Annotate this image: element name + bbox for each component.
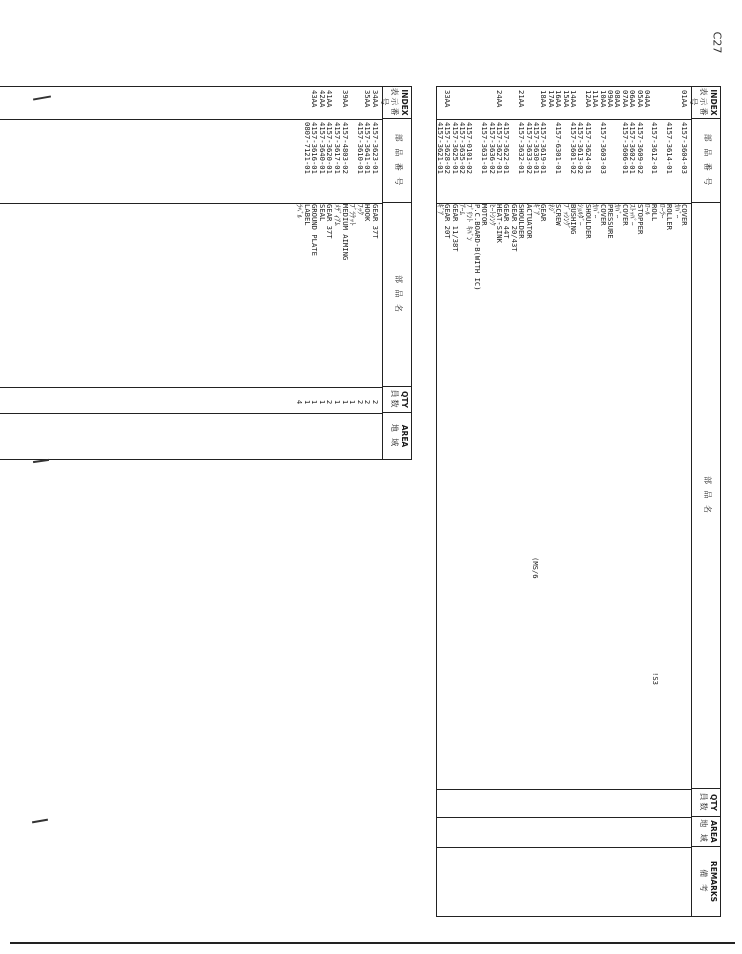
row-part-name: COVER — [598, 204, 608, 226]
bottom-rule — [10, 942, 735, 944]
row-part-name: PRESSURE — [606, 204, 615, 239]
row-part-name: ﾌﾞﾗｹｯﾄ — [348, 204, 358, 226]
row-part-name: ROLL — [650, 204, 660, 222]
row-part-name: P.C.BOARD-B(WITH IC) — [472, 204, 482, 291]
row-part-number: 4157-3625-01 — [450, 122, 460, 174]
row-part-number: 4157-3619-01 — [539, 122, 549, 174]
row-part-number: 4157-3616-01 — [310, 122, 320, 174]
row-part-number: 4157-3617-01 — [333, 122, 342, 174]
annotation-code-2: !S3 — [651, 672, 660, 685]
row-part-number: 4157-3623-01 — [371, 122, 380, 174]
row-part-number: 4157-3604-03 — [680, 122, 689, 174]
row-part-number: 4157-3601-02 — [569, 122, 578, 174]
row-index: 16AA — [554, 90, 564, 108]
row-part-number: 4157-3630-01 — [532, 122, 541, 174]
header-part-name-jp: 部 品 名 — [394, 274, 403, 315]
row-quantity: 1 — [333, 399, 342, 405]
row-quantity: 1 — [348, 399, 358, 405]
row-part-name: GROUND PLATE — [310, 204, 320, 256]
table-header — [382, 87, 411, 459]
row-part-number: 0807-7121-01 — [302, 122, 312, 174]
row-part-number: 4157-3640-01 — [317, 122, 327, 174]
row-part-name: ｷﾞｱ — [532, 204, 541, 215]
row-index: 21AA — [517, 90, 527, 108]
row-part-number: 4157-3613-02 — [576, 122, 586, 174]
row-part-name: BUSHING — [569, 204, 578, 235]
row-part-name: GEAR 37T — [371, 204, 380, 239]
row-index: 24AA — [495, 90, 504, 108]
row-part-name: HOOK — [363, 204, 373, 222]
row-quantity: 2 — [355, 399, 365, 405]
row-part-name: ｱｰﾑ — [458, 204, 467, 215]
header-remarks-jp: 備 考 — [699, 869, 708, 894]
row-quantity: 1 — [340, 399, 350, 405]
table-row — [435, 87, 445, 916]
row-part-name: ACTUATOR — [524, 204, 534, 239]
row-part-number: 4157-3631-01 — [480, 122, 490, 174]
row-part-number: 4157-3603-03 — [598, 122, 608, 174]
row-part-name: MOTOR — [480, 204, 490, 226]
row-quantity: 2 — [371, 399, 380, 405]
parts-table-right — [0, 86, 412, 460]
row-part-name: STOPPER — [635, 204, 645, 235]
row-part-name: ﾛｰﾗｰ — [657, 204, 667, 219]
row-part-name: ﾌｯｸ — [355, 204, 365, 215]
row-part-name: GEAR 37T — [325, 204, 335, 239]
row-part-number: 4157-3602-01 — [628, 122, 638, 174]
row-part-number: 4157-3621-01 — [435, 122, 445, 174]
header-part-no — [383, 119, 411, 203]
header-part-name — [692, 203, 720, 789]
row-part-number: 4157-4803-02 — [340, 122, 350, 174]
header-index-jp: 表示番号 — [689, 87, 708, 118]
row-index: 11AA — [591, 90, 601, 108]
row-quantity: 1 — [302, 399, 312, 405]
row-part-name: HEAT-SINK — [495, 204, 504, 243]
row-part-name: ﾗﾍﾞﾙ — [295, 204, 304, 219]
header-index — [380, 87, 411, 119]
row-part-name: ｶﾊﾞｰ — [591, 204, 601, 219]
row-part-number: 4157-3627-01 — [495, 122, 504, 174]
header-index-en: INDEX — [709, 89, 718, 116]
row-part-name: ﾛｰﾙ — [643, 204, 652, 215]
row-part-number: 4157-3624-01 — [583, 122, 593, 174]
header-part-no — [692, 119, 720, 203]
row-part-number: 4157-3633-02 — [524, 122, 534, 174]
header-remarks-en: REMARKS — [709, 860, 718, 903]
header-qty — [692, 789, 720, 817]
header-index — [689, 87, 720, 119]
row-part-name: SHOULDER — [517, 204, 527, 239]
page-number: C27 — [710, 31, 724, 54]
row-part-name: ｷﾞｱ — [435, 204, 445, 215]
row-part-name: ｶﾊﾞｰ — [613, 204, 623, 219]
row-part-number: 4157-3622-01 — [502, 122, 512, 174]
header-part-no-jp: 部 品 番 号 — [703, 133, 712, 188]
row-part-number: 4157-0101-02 — [465, 122, 475, 174]
row-index: 35AA — [363, 90, 373, 108]
row-index: 01AA — [680, 90, 689, 108]
header-part-name — [383, 203, 411, 387]
annotation-code — [651, 672, 661, 916]
row-quantity: 2 — [325, 399, 335, 405]
row-part-number: 4157-3641-01 — [363, 122, 373, 174]
row-part-number: 4157-3609-02 — [635, 122, 645, 174]
header-area-en: AREA — [709, 820, 718, 843]
row-index: 10AA — [598, 90, 608, 108]
row-part-name: ﾌﾟﾘﾝﾄ ｷﾊﾞﾝ — [465, 204, 475, 241]
row-part-name: ﾈｼﾞ — [546, 204, 556, 215]
row-index: 12AA — [583, 90, 593, 108]
header-qty-en: QTY — [709, 794, 718, 811]
header-area — [383, 413, 411, 459]
header-qty-en: QTY — [400, 391, 409, 408]
row-part-name: ｽﾄｯﾊﾟｰ — [628, 204, 638, 226]
row-part-name: ﾋｰﾄｼﾝｸ — [487, 204, 497, 226]
row-index: 08AA — [613, 90, 623, 108]
header-index-en: INDEX — [400, 89, 409, 116]
row-part-name: GEAR — [539, 204, 549, 222]
row-part-number: 4157-3628-02 — [443, 122, 453, 174]
header-qty — [383, 387, 411, 413]
header-area-jp: 地 域 — [699, 819, 708, 844]
row-part-name: SHOULDER — [583, 204, 593, 239]
row-index: 07AA — [620, 90, 630, 108]
header-part-no-jp: 部 品 番 号 — [394, 133, 403, 188]
row-part-number: 4157-3636-02 — [487, 122, 497, 174]
row-part-name: GEAR 44T — [502, 204, 512, 239]
row-index: 06AA — [628, 90, 638, 108]
row-index: 17AA — [546, 90, 556, 108]
row-index: 39AA — [340, 90, 350, 108]
row-index: 33AA — [443, 90, 453, 108]
parts-table-left — [436, 86, 721, 917]
row-part-name: ｶﾊﾞｰ — [672, 204, 682, 219]
header-qty-jp: 員数 — [699, 792, 708, 813]
row-part-number: 4157-3635-02 — [458, 122, 467, 174]
row-quantity: 4 — [295, 399, 304, 405]
header-area — [692, 817, 720, 847]
table-header — [691, 87, 720, 916]
row-part-name: GEAR 11/38T — [450, 204, 460, 252]
row-index: 15AA — [561, 90, 571, 108]
row-index: 42AA — [317, 90, 327, 108]
row-part-number: 4157-3606-01 — [620, 122, 630, 174]
header-area-en: AREA — [400, 424, 409, 448]
header-qty-jp: 員数 — [390, 389, 399, 410]
row-part-name: SEAL — [317, 204, 327, 222]
row-part-name: ｼｮﾙﾀﾞｰ — [576, 204, 586, 226]
annotation-code-1: (MS/6 — [531, 557, 540, 579]
row-part-number: 4157-3632-01 — [517, 122, 527, 174]
row-part-name: COVER — [680, 204, 689, 226]
row-part-number: 4157-3610-01 — [355, 122, 365, 174]
row-index: 05AA — [635, 90, 645, 108]
row-part-name: COVER — [620, 204, 630, 226]
row-part-number: 4157-3620-01 — [325, 122, 335, 174]
row-quantity: 1 — [317, 399, 327, 405]
row-part-name: ﾒﾃﾞｨｱﾑ — [333, 204, 342, 226]
header-index-jp: 表示番号 — [380, 87, 399, 118]
row-index: 18AA — [539, 90, 549, 108]
row-quantity: 2 — [363, 399, 373, 405]
row-index: 14AA — [569, 90, 578, 108]
row-part-name: MEDIUM AIMING — [340, 204, 350, 261]
annotation-code — [531, 557, 541, 916]
row-part-name: GEAR 20/43T — [509, 204, 519, 252]
row-part-number: 4157-6301-01 — [554, 122, 564, 174]
row-part-number: 4157-3612-01 — [650, 122, 660, 174]
row-index: 34AA — [371, 90, 380, 108]
row-part-name: GEAR 20T — [443, 204, 453, 239]
row-part-number: 4157-3614-01 — [665, 122, 675, 174]
header-area-jp: 地 域 — [390, 423, 399, 449]
row-part-name: ﾌﾞｯｼﾝｸﾞ — [561, 204, 571, 230]
row-index: 09AA — [606, 90, 615, 108]
row-index: 41AA — [325, 90, 335, 108]
header-remarks — [692, 847, 720, 916]
row-part-name: ROLLER — [665, 204, 675, 230]
row-index: 04AA — [643, 90, 652, 108]
row-index: 43AA — [310, 90, 320, 108]
row-quantity: 1 — [310, 399, 320, 405]
row-part-name: LABEL — [302, 204, 312, 226]
row-part-name: SCREW — [554, 204, 564, 226]
table-row — [295, 87, 305, 459]
header-part-name-jp: 部 品 名 — [703, 475, 712, 516]
